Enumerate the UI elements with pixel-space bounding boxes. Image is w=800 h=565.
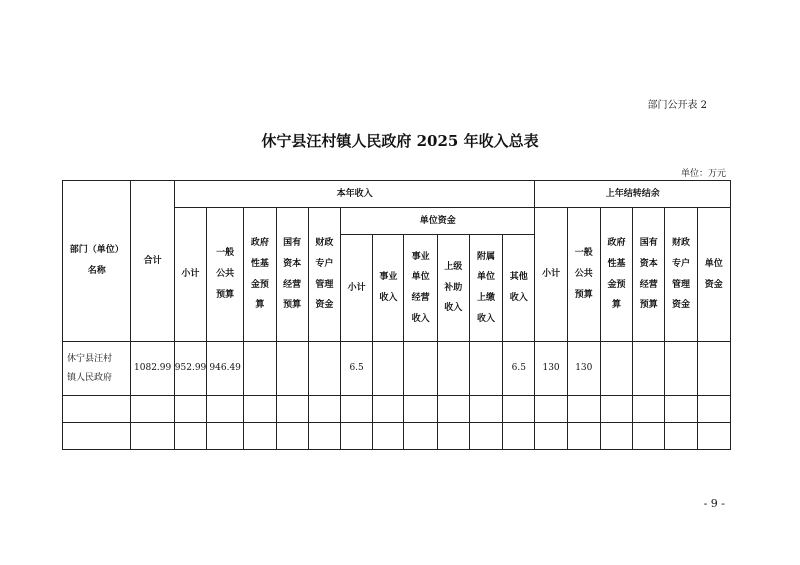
header-carry-fiscal-special-funds: 财政 专户 管理 资金 xyxy=(665,208,697,342)
page-number: - 9 - xyxy=(703,497,725,510)
header-business-income: 事业 收入 xyxy=(373,235,404,342)
unit-label: 单位：万元 xyxy=(680,169,726,179)
cell-other-income: 6.5 xyxy=(503,342,535,396)
cell-unit-subtotal: 6.5 xyxy=(341,342,373,396)
cell-total: 1082.99 xyxy=(131,342,174,396)
cell-carry-fiscal-special-funds xyxy=(665,342,697,396)
income-summary-table xyxy=(62,180,731,450)
header-general-public-budget: 一般 公共 预算 xyxy=(207,208,244,342)
cell-business-unit-operating-income xyxy=(404,342,437,396)
header-unit-subtotal: 小计 xyxy=(341,235,373,342)
cell-general-public-budget: 946.49 xyxy=(207,342,244,396)
header-carry-state-capital-budget: 国有 资本 经营 预算 xyxy=(633,208,665,342)
cell-carry-subtotal: 130 xyxy=(535,342,567,396)
header-fiscal-special-funds: 财政 专户 管理 资金 xyxy=(308,208,340,342)
table-row xyxy=(63,423,731,450)
cell-higher-level-subsidy xyxy=(437,342,469,396)
header-total: 合计 xyxy=(131,181,174,342)
cell-gov-fund-budget xyxy=(244,342,276,396)
cell-fiscal-special-funds xyxy=(308,342,340,396)
header-carry-subtotal: 小计 xyxy=(535,208,567,342)
header-business-unit-operating-income: 事业 单位 经营 收入 xyxy=(404,235,437,342)
cell-carry-unit-funds xyxy=(697,342,730,396)
header-dept: 部门（单位） 名称 xyxy=(63,181,131,342)
cell-dept: 休宁县汪村 镇人民政府 xyxy=(63,342,131,396)
header-carry-gov-fund-budget: 政府 性基 金预 算 xyxy=(600,208,632,342)
header-gov-fund-budget: 政府 性基 金预 算 xyxy=(244,208,276,342)
header-other-income: 其他 收入 xyxy=(503,235,535,342)
header-carry-general-public-budget: 一般 公共 预算 xyxy=(567,208,600,342)
header-unit-funds: 单位资金 xyxy=(341,208,535,235)
header-subtotal: 小计 xyxy=(174,208,206,342)
header-affiliated-remittance: 附属 单位 上缴 收入 xyxy=(469,235,502,342)
header-current-year-income: 本年收入 xyxy=(174,181,535,208)
cell-state-capital-budget xyxy=(276,342,308,396)
cell-subtotal: 952.99 xyxy=(174,342,206,396)
cell-carry-gov-fund-budget xyxy=(600,342,632,396)
header-carry-unit-funds: 单位 资金 xyxy=(697,208,730,342)
header-state-capital-budget: 国有 资本 经营 预算 xyxy=(276,208,308,342)
cell-affiliated-remittance xyxy=(469,342,502,396)
header-higher-level-subsidy: 上级 补助 收入 xyxy=(437,235,469,342)
header-prior-year-carryover: 上年结转结余 xyxy=(535,181,731,208)
table-row xyxy=(63,342,731,396)
table-row xyxy=(63,396,731,423)
form-code: 部门公开表 2 xyxy=(647,100,707,111)
page-title: 休宁县汪村镇人民政府 2025 年收入总表 xyxy=(261,132,539,150)
cell-carry-state-capital-budget xyxy=(633,342,665,396)
cell-business-income xyxy=(373,342,404,396)
cell-carry-general-public-budget: 130 xyxy=(567,342,600,396)
